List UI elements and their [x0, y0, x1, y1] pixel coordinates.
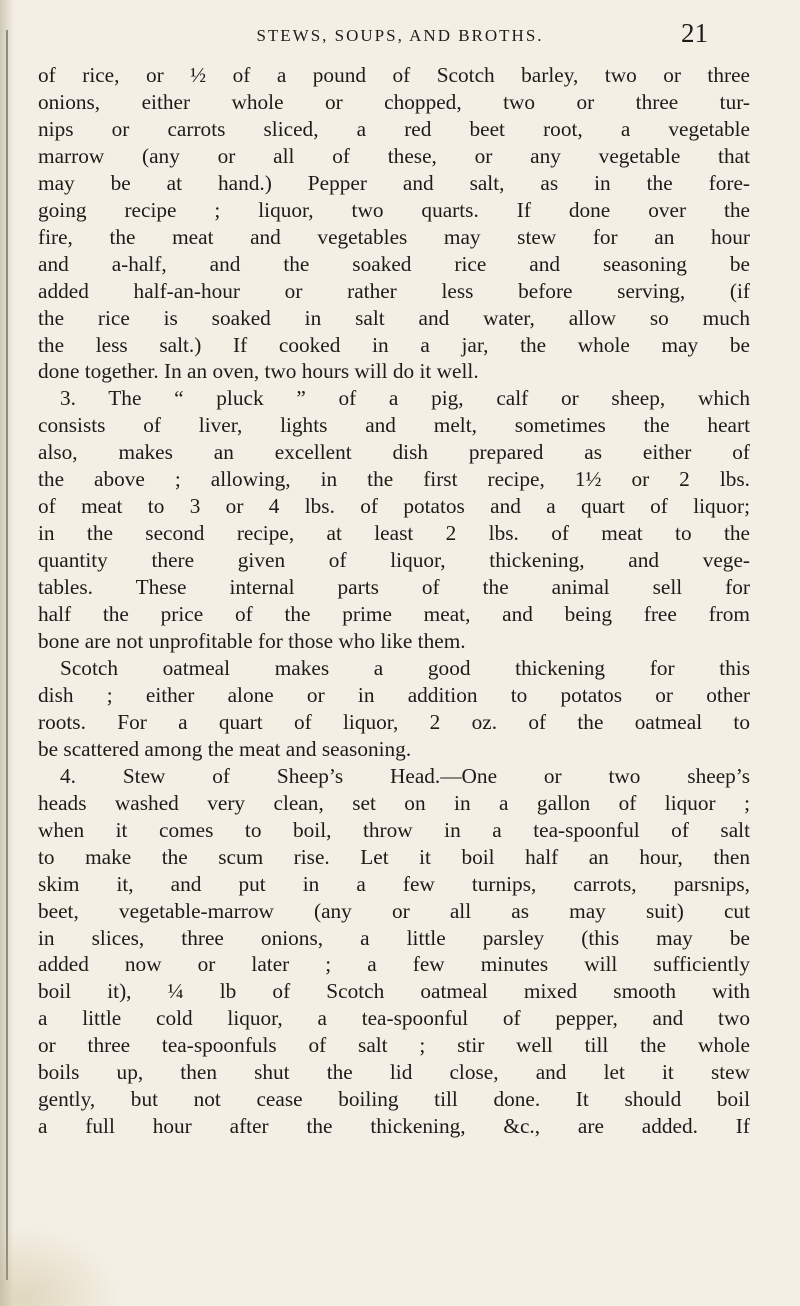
- text-line: quantity there given of liquor, thickening, and vege-: [38, 548, 750, 573]
- running-title: STEWS, SOUPS, AND BROTHS.: [256, 26, 544, 45]
- text-line: going recipe ; liquor, two quarts. If done over the: [38, 197, 750, 222]
- text-line: of rice, or ½ of a pound of Scotch barley, two or three: [38, 63, 750, 87]
- text-line: marrow (any or all of these, or any vegetable that: [38, 143, 750, 168]
- text-line: may be at hand.) Pepper and salt, as in the fore-: [38, 170, 750, 195]
- text-line: in slices, three onions, a little parsley (this may be: [38, 925, 750, 950]
- text-line: a full hour after the thickening, &c., are added. If: [38, 1114, 750, 1139]
- text-line: be scattered among the meat and seasoning.: [38, 736, 412, 761]
- text-line: of meat to 3 or 4 lbs. of potatos and a quart of liquor;: [38, 494, 750, 519]
- text-line: roots. For a quart of liquor, 2 oz. of the oatmeal to: [38, 709, 750, 734]
- text-line: the rice is soaked in salt and water, allow so much: [38, 305, 750, 330]
- text-line: added half-an-hour or rather less before serving, (if: [38, 278, 750, 303]
- text-line: in the second recipe, at least 2 lbs. of meat to the: [38, 521, 750, 546]
- text-line: consists of liver, lights and melt, sometimes the heart: [38, 413, 750, 438]
- text-line: half the price of the prime meat, and being free from: [38, 602, 750, 627]
- text-line: gently, but not cease boiling till done. It should boil: [38, 1087, 750, 1112]
- binding-edge: [6, 30, 8, 1280]
- text-line: dish ; either alone or in addition to potatos or other: [38, 682, 750, 707]
- page-number: 21: [681, 18, 708, 48]
- text-line: beet, vegetable-marrow (any or all as may suit) cut: [38, 898, 750, 923]
- text-line: nips or carrots sliced, a red beet root, a vegetable: [38, 116, 750, 141]
- text-line: boil it), ¼ lb of Scotch oatmeal mixed smooth with: [38, 979, 750, 1004]
- page-header: [0, 18, 800, 58]
- text-line: boils up, then shut the lid close, and let it stew: [38, 1060, 750, 1085]
- text-line: done together. In an oven, two hours will do it well.: [38, 359, 479, 384]
- text-line: bone are not unprofitable for those who like them.: [38, 629, 466, 654]
- text-line: skim it, and put in a few turnips, carrots, parsnips,: [38, 871, 750, 896]
- text-line: when it comes to boil, throw in a tea-spoonful of salt: [38, 817, 750, 842]
- text-line: a little cold liquor, a tea-spoonful of pepper, and two: [38, 1006, 750, 1031]
- text-line: the less salt.) If cooked in a jar, the whole may be: [38, 332, 750, 357]
- text-line: and a-half, and the soaked rice and seasoning be: [38, 251, 750, 276]
- text-line: or three tea-spoonfuls of salt ; stir well till the whole: [38, 1033, 750, 1058]
- text-line: the above ; allowing, in the first recipe, 1½ or 2 lbs.: [38, 467, 750, 492]
- text-line: heads washed very clean, set on in a gallon of liquor ;: [38, 790, 750, 815]
- body-text: [38, 62, 750, 1140]
- text-line: also, makes an excellent dish prepared as either of: [38, 440, 750, 465]
- text-line: added now or later ; a few minutes will sufficiently: [38, 952, 750, 977]
- text-line: tables. These internal parts of the animal sell for: [38, 575, 750, 600]
- text-line: fire, the meat and vegetables may stew for an hour: [38, 224, 750, 249]
- text-line: onions, either whole or chopped, two or three tur-: [38, 89, 750, 114]
- text-line: Scotch oatmeal makes a good thickening for this: [60, 655, 750, 680]
- text-line: 3. The “ pluck ” of a pig, calf or sheep, which: [60, 386, 750, 411]
- paper-stain: [0, 1226, 120, 1306]
- text-line: to make the scum rise. Let it boil half an hour, then: [38, 844, 750, 869]
- section-heading-line: 4. Stew of Sheep’s Head.—One or two sheep’s: [60, 763, 750, 788]
